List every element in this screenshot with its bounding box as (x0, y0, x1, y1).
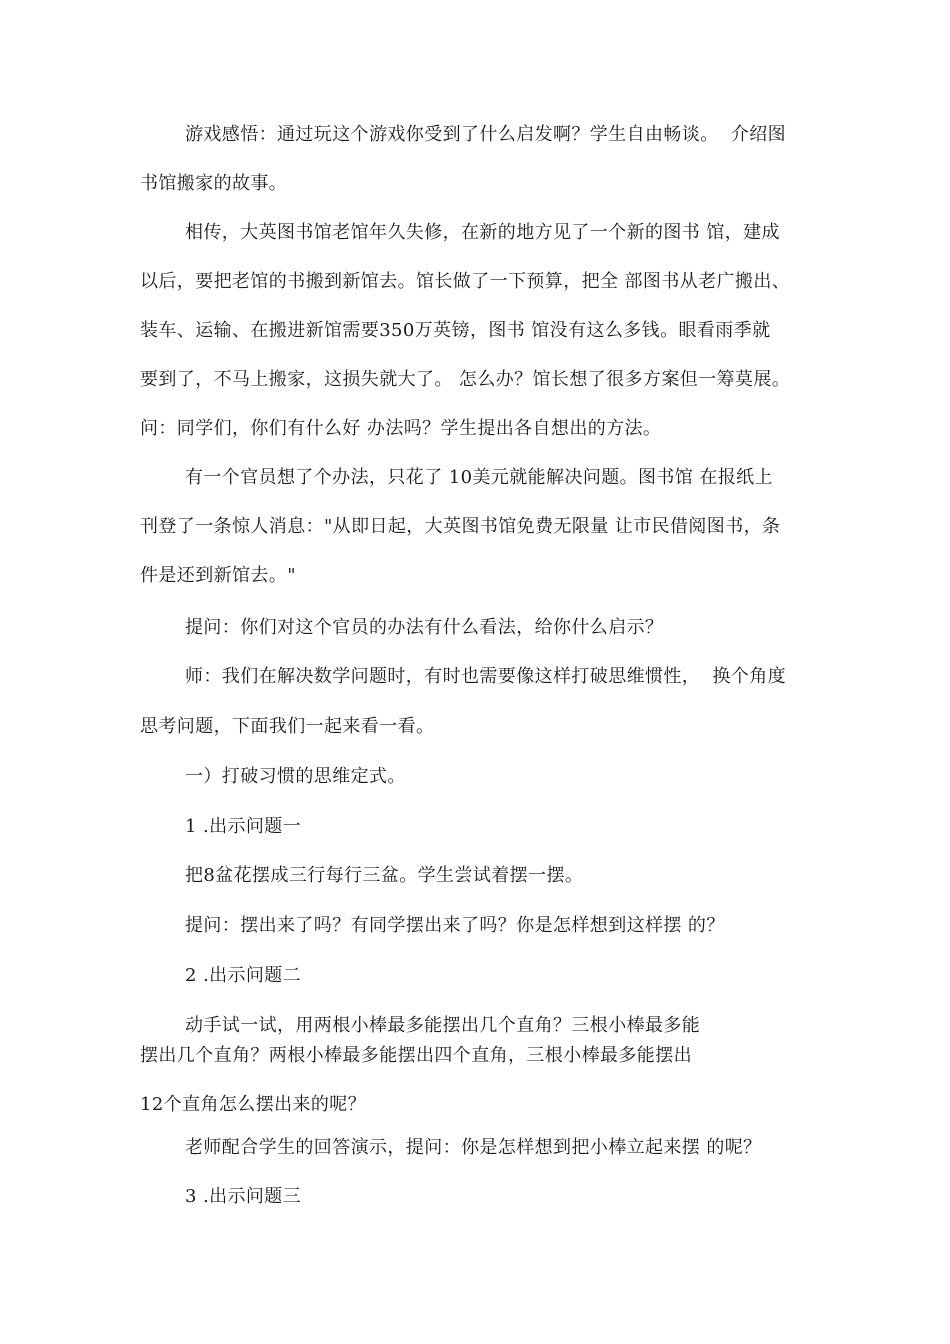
problem-heading: 2 .出示问题二 (185, 965, 302, 986)
text-line: 思考问题，下面我们一起来看一看。 (140, 716, 435, 737)
text-line: 游戏感悟：通过玩这个游戏你受到了什么启发啊？学生自由畅谈。 介绍图 (185, 124, 787, 145)
text-line: 把8盆花摆成三行每行三盆。学生尝试着摆一摆。 (185, 865, 584, 886)
problem-heading: 1 .出示问题一 (185, 816, 302, 837)
text-line: 动手试一试，用两根小棒最多能摆出几个直角？三根小棒最多能 (185, 1015, 701, 1036)
section-heading: 一）打破习惯的思维定式。 (185, 766, 406, 787)
text-line: 提问：你们对这个官员的办法有什么看法，给你什么启示？ (185, 617, 664, 638)
text-line: 件是还到新馆去。" (140, 565, 296, 586)
problem-heading: 3 .出示问题三 (185, 1186, 302, 1207)
text-line: 以后，要把老馆的书搬到新馆去。馆长做了一下预算，把全 部图书从老广搬出、 (140, 271, 791, 292)
text-line: 摆出几个直角？两根小棒最多能摆出四个直角，三根小棒最多能摆出 (140, 1045, 692, 1066)
text-line: 师：我们在解决数学问题时，有时也需要像这样打破思维惯性， 换个角度 (185, 666, 787, 687)
text-line: 装车、运输、在搬进新馆需要350万英镑，图书 馆没有这么多钱。眼看雨季就 (140, 320, 771, 341)
text-line: 书馆搬家的故事。 (140, 173, 288, 194)
text-line: 要到了，不马上搬家，这损失就大了。 怎么办？馆长想了很多方案但一筹莫展。 (140, 369, 791, 390)
text-line: 提问：摆出来了吗？有同学摆出来了吗？你是怎样想到这样摆 的？ (185, 915, 725, 936)
text-line: 12个直角怎么摆出来的呢？ (140, 1094, 367, 1115)
text-line: 相传，大英图书馆老馆年久失修，在新的地方见了一个新的图书 馆，建成 (185, 222, 780, 243)
text-line: 老师配合学生的回答演示，提问：你是怎样想到把小棒立起来摆 的呢？ (185, 1137, 762, 1158)
text-line: 刊登了一条惊人消息："从即日起，大英图书馆免费无限量 让市民借阅图书，条 (140, 516, 781, 537)
text-line: 有一个官员想了个办法，只花了 10美元就能解决问题。图书馆 在报纸上 (185, 467, 773, 488)
text-line: 问：同学们，你们有什么好 办法吗？学生提出各自想出的方法。 (140, 418, 662, 439)
